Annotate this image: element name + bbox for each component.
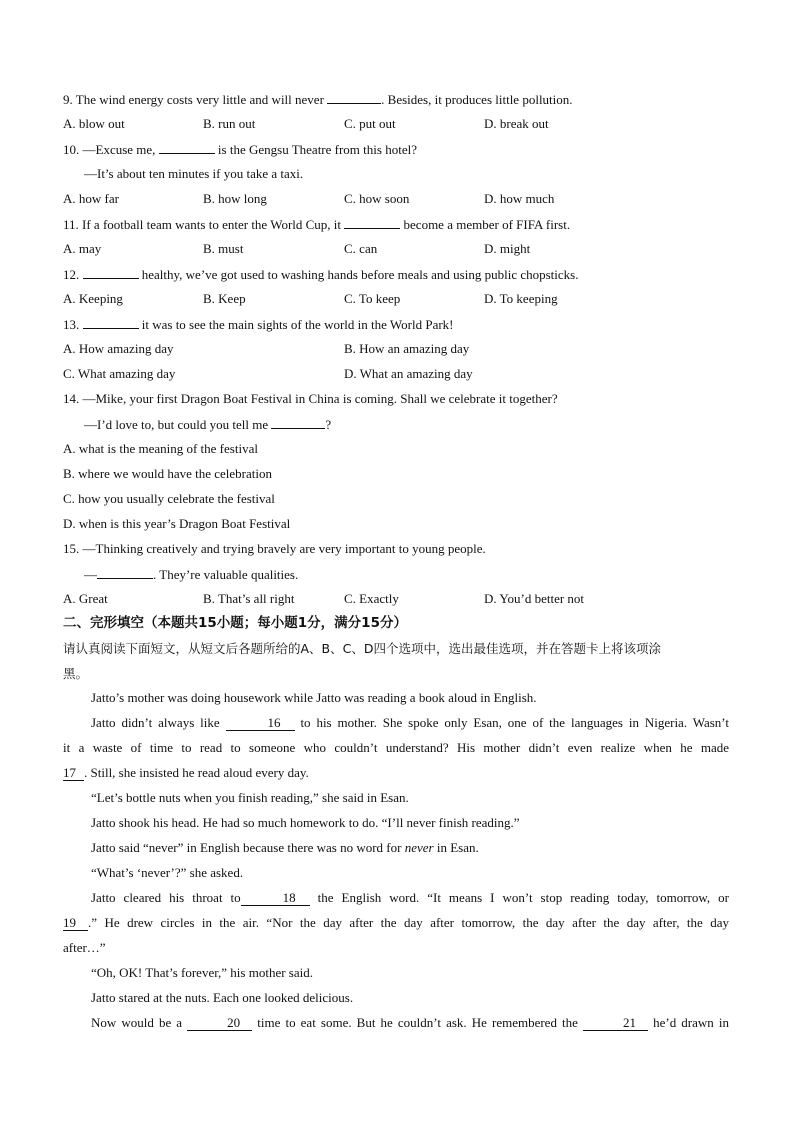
question-11-stem: 11. If a football team wants to enter the World Cup, it become a member of FIFA first. — [63, 217, 571, 232]
question-15-stem: 15. —Thinking creatively and trying bravely are very important to young people. — [63, 541, 486, 556]
cloze-blank-17: 17 — [63, 766, 84, 781]
question-10-stem: 10. —Excuse me, is the Gengsu Theatre from this hotel? — [63, 142, 417, 157]
q9-option-c: C. put out — [344, 116, 396, 131]
passage-paragraph-6: “What’s ‘never’?” she asked. — [91, 865, 244, 880]
q14-option-a: A. what is the meaning of the festival — [63, 441, 258, 456]
cloze-blank-20: 20 — [187, 1016, 252, 1031]
q11-option-c: C. can — [344, 241, 378, 256]
passage-paragraph-7-line3: after…” — [63, 940, 106, 955]
section-2-instructions-line2: 黑。 — [63, 666, 89, 681]
cloze-blank-16: 16 — [226, 716, 295, 731]
q13-option-d: D. What an amazing day — [344, 366, 473, 381]
q12-option-c: C. To keep — [344, 291, 401, 306]
q13-option-a: A. How amazing day — [63, 341, 174, 356]
passage-paragraph-5: Jatto said “never” in English because there was no word for never in Esan. — [91, 840, 479, 855]
answer-blank — [271, 415, 325, 429]
passage-paragraph-8: “Oh, OK! That’s forever,” his mother said. — [91, 965, 313, 980]
passage-paragraph-3: “Let’s bottle nuts when you finish reading,” she said in Esan. — [91, 790, 409, 805]
passage-paragraph-4: Jatto shook his head. He had so much homework to do. “I’ll never finish reading.” — [91, 815, 520, 830]
question-14-reply: —I’d love to, but could you tell me ? — [84, 417, 332, 432]
passage-paragraph-2-line1: Jatto didn’t always like 16 to his mother. She spoke only Esan, one of the languages in Nigeria. Wasn’t — [91, 715, 729, 730]
passage-paragraph-2-line2: it a waste of time to read to someone who couldn’t understand? His mother didn’t even realize when he made — [63, 740, 729, 755]
answer-blank — [97, 565, 153, 579]
q13-option-c: C. What amazing day — [63, 366, 176, 381]
answer-blank — [159, 140, 215, 154]
answer-blank — [83, 265, 139, 279]
q15-option-a: A. Great — [63, 591, 108, 606]
passage-paragraph-9: Jatto stared at the nuts. Each one looked delicious. — [91, 990, 354, 1005]
q11-option-d: D. might — [484, 241, 531, 256]
q15-option-b: B. That’s all right — [203, 591, 295, 606]
q10-option-d: D. how much — [484, 191, 555, 206]
q9-option-d: D. break out — [484, 116, 549, 131]
q9-option-a: A. blow out — [63, 116, 125, 131]
q14-option-b: B. where we would have the celebration — [63, 466, 273, 481]
question-14-stem: 14. —Mike, your first Dragon Boat Festival in China is coming. Shall we celebrate it together? — [63, 391, 558, 406]
cloze-blank-19: 19 — [63, 916, 88, 931]
question-12-stem: 12. healthy, we’ve got used to washing hands before meals and using public chopsticks. — [63, 267, 579, 282]
section-2-title: 二、完形填空（本题共15小题；每小题1分，满分15分） — [63, 615, 407, 631]
q11-option-a: A. may — [63, 241, 102, 256]
answer-blank — [344, 215, 400, 229]
passage-paragraph-7-line1: Jatto cleared his throat to 18 the English word. “It means I won’t stop reading today, tomorrow, or — [91, 890, 729, 905]
q15-option-d: D. You’d better not — [484, 591, 585, 606]
question-10-reply: —It’s about ten minutes if you take a taxi. — [84, 166, 304, 181]
q12-option-a: A. Keeping — [63, 291, 123, 306]
q11-option-b: B. must — [203, 241, 244, 256]
passage-paragraph-2-line3: 17 . Still, she insisted he read aloud every day. — [63, 765, 309, 780]
q12-option-b: B. Keep — [203, 291, 246, 306]
q10-option-b: B. how long — [203, 191, 267, 206]
question-15-reply: — . They’re valuable qualities. — [84, 567, 299, 582]
q15-option-c: C. Exactly — [344, 591, 399, 606]
cloze-blank-18: 18 — [241, 891, 310, 906]
passage-paragraph-7-line2: 19 .” He drew circles in the air. “Nor the day after the day after tomorrow, the day after the day after, the day — [63, 915, 729, 930]
cloze-blank-21: 21 — [583, 1016, 648, 1031]
q13-option-b: B. How an amazing day — [344, 341, 470, 356]
q14-option-c: C. how you usually celebrate the festival — [63, 491, 275, 506]
passage-paragraph-1: Jatto’s mother was doing housework while Jatto was reading a book aloud in English. — [91, 690, 537, 705]
answer-blank — [327, 90, 381, 104]
q14-option-d: D. when is this year’s Dragon Boat Festival — [63, 516, 291, 531]
question-9-stem: 9. The wind energy costs very little and will never . Besides, it produces little pollution. — [63, 92, 573, 107]
question-13-stem: 13. it was to see the main sights of the world in the World Park! — [63, 317, 454, 332]
q12-option-d: D. To keeping — [484, 291, 558, 306]
answer-blank — [83, 315, 139, 329]
section-2-instructions-line1: 请认真阅读下面短文，从短文后各题所给的A、B、C、D四个选项中，选出最佳选项，并在答题卡上将该项涂 — [63, 641, 661, 656]
q10-option-a: A. how far — [63, 191, 119, 206]
q10-option-c: C. how soon — [344, 191, 410, 206]
q9-option-b: B. run out — [203, 116, 256, 131]
passage-paragraph-10-line1: Now would be a 20 time to eat some. But he couldn’t ask. He remembered the 21 he’d drawn in — [91, 1015, 729, 1030]
